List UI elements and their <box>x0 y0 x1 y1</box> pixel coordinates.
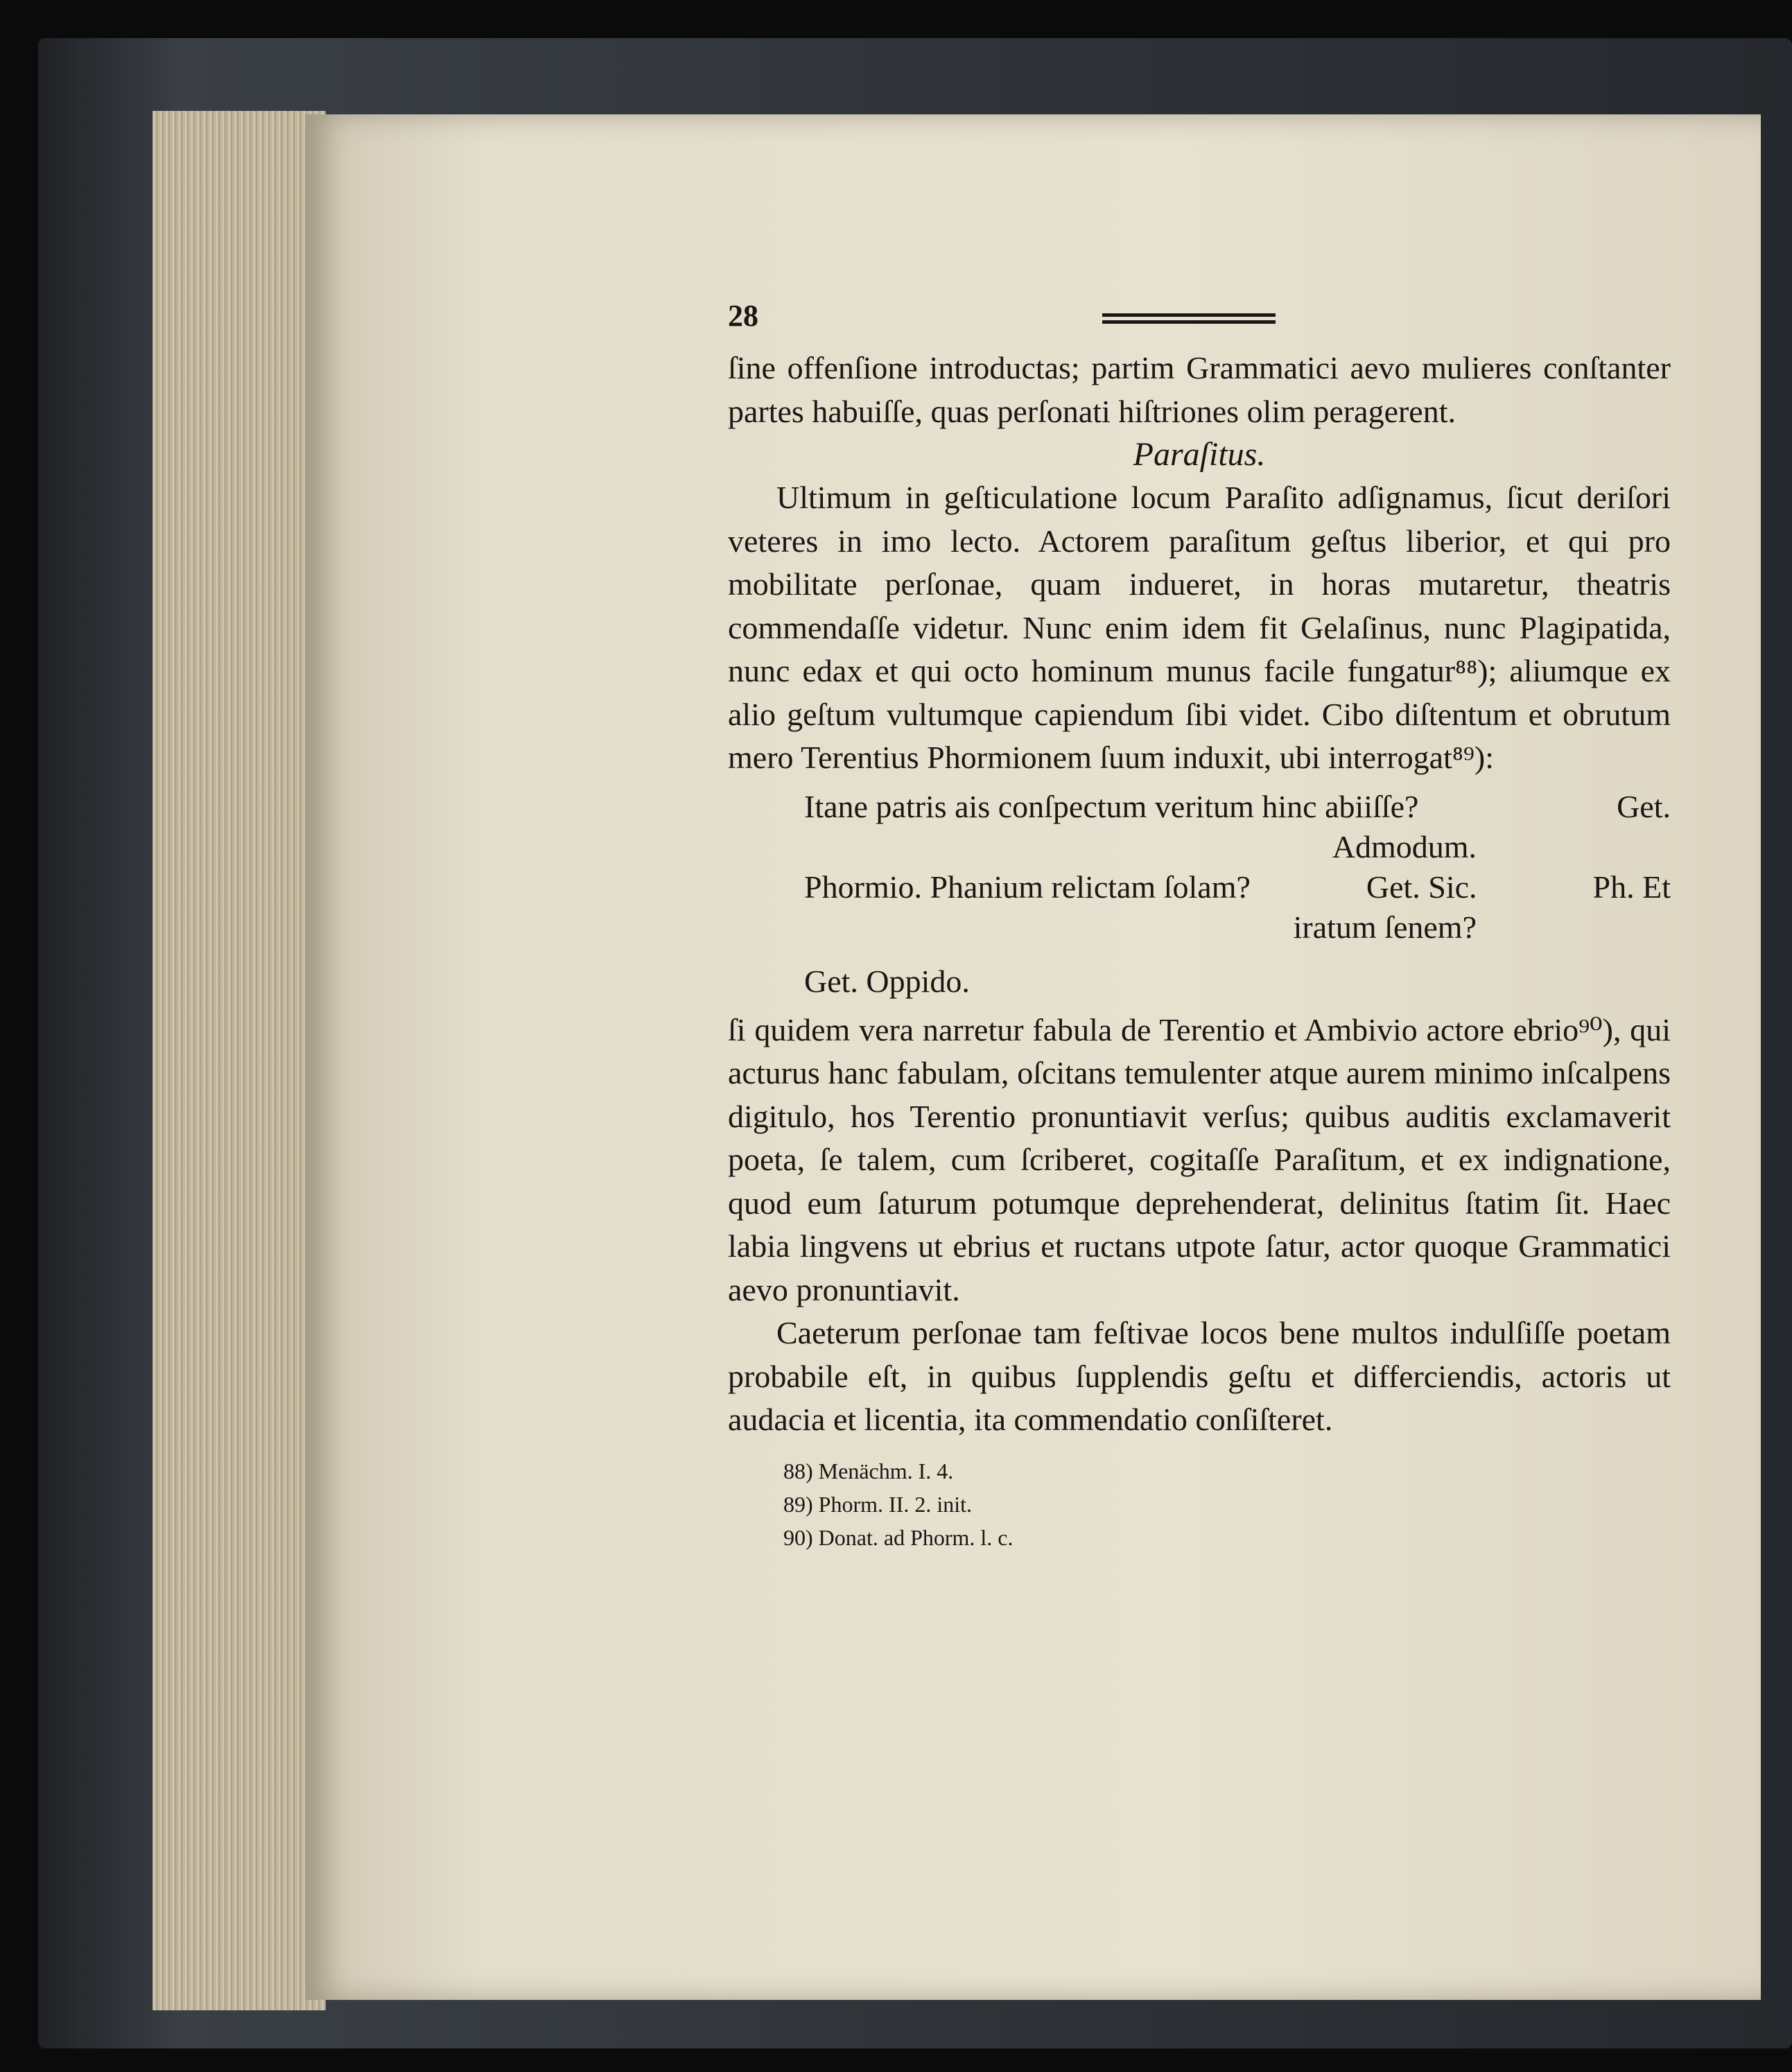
page-number: 28 <box>728 299 758 333</box>
verse-line-1 <box>804 787 1671 827</box>
verse-line-1-speaker: Get. <box>1617 788 1671 824</box>
paragraph-2: ſi quidem vera narretur fabula de Terentio et Ambivio actore ebrio⁹⁰), qui acturus hanc fabulam, oſcitans temulenter atque aurem minimo inſcalpens digitulo, hos Terentio pronuntiavit verſus; quibus auditis exclamaverit poeta, ſe talem, cum ſcriberet, cogitaſſe Paraſitum, et ex indignatione, quod eum ſaturum potumque deprehenderat, delinitus ſtatim ſit. Haec labia lingvens ut ebrius et ructans utpote ſatur, actor quoque Grammatici aevo pronuntiavit. <box>728 1011 1671 1307</box>
verse-line-3: Get. Oppido. <box>804 963 970 999</box>
text-block <box>728 298 1671 1554</box>
paragraph-1: Ultimum in geſticulatione locum Paraſito adſignamus, ſicut deriſori veteres in imo lecto. Actorem paraſitum geſtus liberior, et qui pro mobilitate perſonae, quam indueret, in horas mutaretur, theatris commendaſſe videtur. Nunc enim idem fit Gelaſinus, nunc Plagipatida, nunc edax et qui octo hominum munus facile fungatur⁸⁸); aliumque ex alio geſtum vultumque capiendum ſibi videt. Cibo diſtentum et obrutum mero Terentius Phormionem ſuum induxit, ubi interrogat⁸⁹): <box>728 480 1671 775</box>
section-title: Paraſitus. <box>1133 436 1266 473</box>
verse-line-2-mid: Get. Sic. <box>1366 869 1477 905</box>
page-header <box>728 298 1671 347</box>
verse-line-1-cont: Admodum. <box>1332 828 1477 864</box>
footnotes <box>728 1454 1671 1554</box>
verse-line-2-cont: iratum ſenem? <box>1293 909 1477 945</box>
intro-paragraph: ſine offenſione introductas; partim Grammatici aevo mulieres conſtanter partes habuiſſe, quas perſonati hiſtriones olim peragerent. <box>728 350 1671 429</box>
page-edges <box>153 111 326 2010</box>
footnote-88: 88) Menächm. I. 4. <box>783 1458 954 1483</box>
header-rule <box>1102 313 1276 327</box>
footnote-90: 90) Donat. ad Phorm. l. c. <box>783 1524 1014 1550</box>
verse-line-1-text: Itane patris ais conſpectum veritum hinc abiiſſe? <box>804 788 1419 824</box>
footnote-89: 89) Phorm. II. 2. init. <box>783 1491 972 1517</box>
paragraph-3: Caeterum perſonae tam feſtivae locos bene multos indulſiſſe poetam probabile eſt, in quibus ſupplendis geſtu et differciendis, actoris ut audacia et licentia, ita commendatio conſiſteret. <box>728 1315 1671 1437</box>
verse-quote <box>804 787 1671 1002</box>
verse-line-2-text: Phormio. Phanium relictam ſolam? <box>804 869 1251 905</box>
verse-line-2-end: Ph. Et <box>1592 869 1671 905</box>
verse-line-2 <box>804 867 1671 907</box>
